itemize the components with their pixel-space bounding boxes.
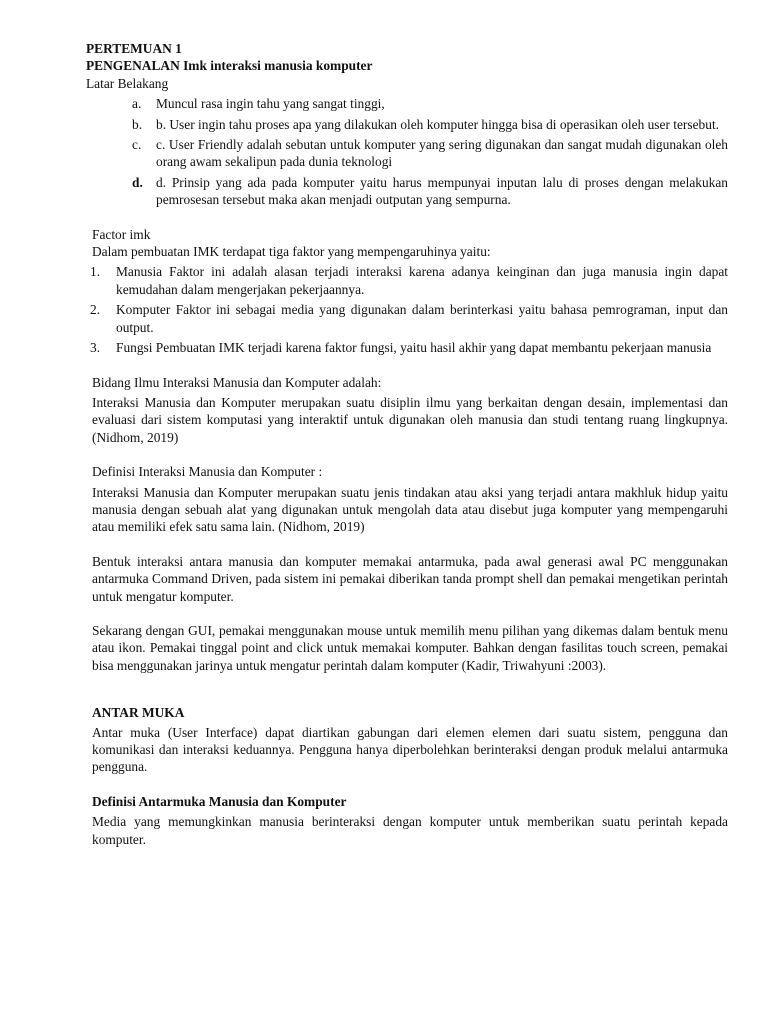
- heading-pertemuan: PERTEMUAN 1: [86, 41, 182, 56]
- list-marker: d.: [132, 174, 143, 190]
- list-item: [86, 339, 728, 356]
- definisi-antarmuka-body: Media yang memungkinkan manusia berinteraksi dengan komputer untuk memberikan suatu perintah kepada komputer.: [92, 814, 728, 847]
- list-item: [86, 263, 728, 298]
- list-marker: 1.: [90, 264, 101, 280]
- list-item-text: Manusia Faktor ini adalah alasan terjadi interaksi karena adanya keinginan dan juga manusia ingin dapat kemudahan dalam mengerjakan pekerjaannya.: [116, 264, 728, 297]
- latar-list: [86, 95, 728, 208]
- list-item-text: d. Prinsip yang ada pada komputer yaitu harus mempunyai inputan lalu di proses dengan melakukan pemrosesan tersebut maka akan menjadi outputan yang sempurna.: [156, 174, 728, 208]
- antarmuka-body: Antar muka (User Interface) dapat diartikan gabungan dari elemen elemen dari suatu sistem, pengguna dan komunikasi dan interaksi keduannya. Pengguna hanya diperbolehkan berinteraksi dengan produk melalui antarmuka pengguna.: [92, 724, 728, 775]
- faktor-title: Factor imk: [92, 226, 151, 242]
- list-item-text: c. User Friendly adalah sebutan untuk komputer yang sering digunakan dan sangat mudah digunakan oleh orang awam sekalipun pada dunia teknologi: [156, 137, 728, 170]
- list-item-text: b. User ingin tahu proses apa yang dilakukan oleh komputer hingga bisa di operasikan oleh user tersebut.: [156, 116, 720, 132]
- list-item: [86, 174, 728, 209]
- faktor-intro: Dalam pembuatan IMK terdapat tiga faktor yang mempengaruhinya yaitu:: [92, 244, 491, 260]
- bentuk-paragraph: Bentuk interaksi antara manusia dan komputer memakai antarmuka, pada awal generasi awal PC menggunakan antarmuka Command Driven, pada sistem ini pemakai diberikan tanda prompt shell dan pemakai mengetikan perintah untuk mengatur komputer.: [92, 553, 728, 604]
- list-item: [86, 136, 728, 171]
- list-item: [86, 116, 728, 133]
- heading-pengenalan: PENGENALAN Imk interaksi manusia komputer: [86, 58, 373, 74]
- latar-title: Latar Belakang: [86, 75, 169, 91]
- list-marker: 2.: [90, 302, 101, 318]
- list-marker: a.: [132, 96, 142, 112]
- list-marker: b.: [132, 116, 143, 132]
- list-item-text: Muncul rasa ingin tahu yang sangat tinggi,: [156, 96, 385, 112]
- bidang-body: Interaksi Manusia dan Komputer merupakan suatu disiplin ilmu yang berkaitan dengan desain, implementasi dan evaluasi dari sistem komputasi yang interaktif untuk digunakan oleh manusia dan studi tentang ruang lingkupnya.(Nidhom, 2019): [92, 394, 728, 445]
- list-item: [86, 95, 728, 112]
- antarmuka-title: ANTAR MUKA: [92, 705, 185, 721]
- definisi-title: Definisi Interaksi Manusia dan Komputer :: [92, 464, 323, 480]
- list-item-text: Fungsi Pembuatan IMK terjadi karena faktor fungsi, yaitu hasil akhir yang dapat membantu pekerjaan manusia: [116, 340, 712, 356]
- sekarang-paragraph: Sekarang dengan GUI, pemakai menggunakan mouse untuk memilih menu pilihan yang dikemas dalam bentuk menu atau ikon. Pemakai tinggal point and click untuk memakai komputer. Bahkan dengan fasilitas touch screen, pemakai bisa menggunakan jarinya untuk mengatur perintah dalam komputer (Kadir, Triwahyuni :2003).: [92, 622, 728, 673]
- bidang-title: Bidang Ilmu Interaksi Manusia dan Komputer adalah:: [92, 374, 382, 390]
- list-marker: 3.: [90, 340, 101, 356]
- list-item: [86, 301, 728, 336]
- list-marker: c.: [132, 137, 142, 153]
- list-item-text: Komputer Faktor ini sebagai media yang digunakan dalam berinterkasi yaitu bahasa pemrograman, input dan output.: [116, 302, 728, 335]
- definisi-body: Interaksi Manusia dan Komputer merupakan suatu jenis tindakan atau aksi yang terjadi antara makhluk hidup yaitu manusia dengan sebuah alat yang digunakan untuk mengolah data atau disebut juga komputer yang mempengaruhi atau memiliki efek satu sama lain. (Nidhom, 2019): [92, 484, 728, 535]
- definisi-antarmuka-title: Definisi Antarmuka Manusia dan Komputer: [92, 793, 347, 809]
- faktor-list: [86, 263, 728, 356]
